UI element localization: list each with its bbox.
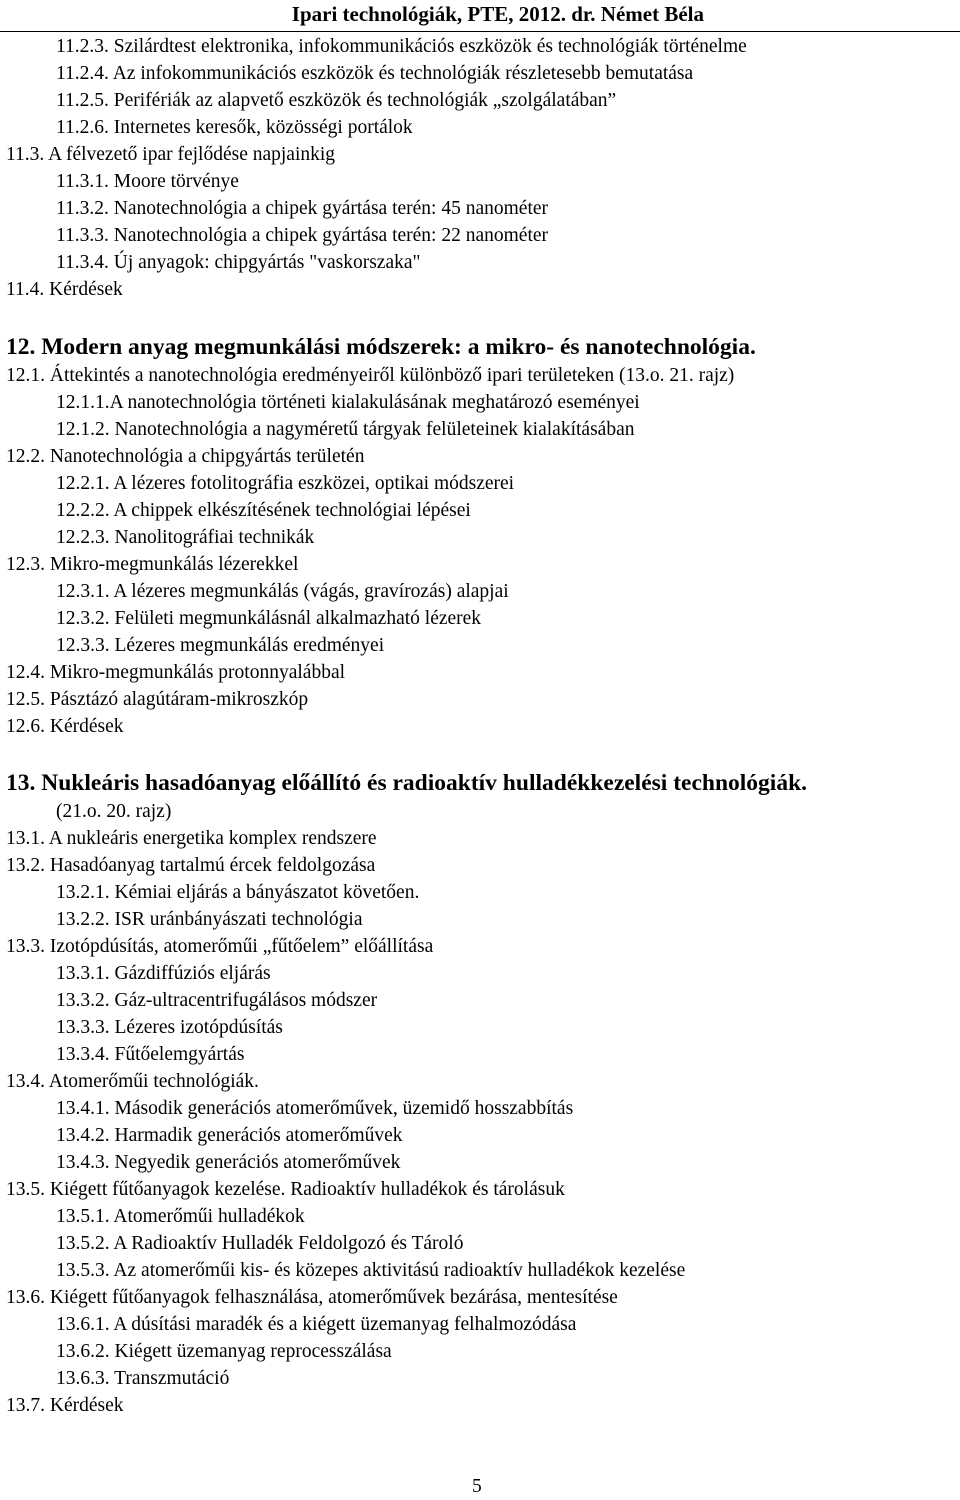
toc-entry: 11.2.3. Szilárdtest elektronika, infokommunikációs eszközök és technológiák történelme: [56, 36, 747, 57]
toc-entry: 13.6. Kiégett fűtőanyagok felhasználása, atomerőművek bezárása, mentesítése: [6, 1287, 618, 1308]
toc-entry: 12.3. Mikro-megmunkálás lézerekkel: [6, 554, 299, 575]
toc-entry: 13.3.4. Fűtőelemgyártás: [56, 1044, 245, 1065]
toc-entry: 12.1.1.A nanotechnológia történeti kialakulásának meghatározó eseményei: [56, 392, 640, 413]
toc-entry: 11.3.3. Nanotechnológia a chipek gyártása terén: 22 nanométer: [56, 225, 549, 246]
toc-entry: 13.3.3. Lézeres izotópdúsítás: [56, 1017, 283, 1038]
page-number: 5: [472, 1476, 482, 1497]
toc-entry: 13.1. A nukleáris energetika komplex rendszere: [6, 828, 377, 849]
toc-entry: 12.1. Áttekintés a nanotechnológia eredményeiről különböző ipari területeken (13.o. 21. rajz): [6, 365, 735, 386]
toc-entry: (21.o. 20. rajz): [56, 801, 172, 822]
toc-entry: 11.2.4. Az infokommunikációs eszközök és technológiák részletesebb bemutatása: [56, 63, 694, 84]
toc-entry: 13.2.2. ISR uránbányászati technológia: [56, 909, 363, 930]
toc-entry: 13.7. Kérdések: [6, 1395, 124, 1416]
toc-entry: 12.4. Mikro-megmunkálás protonnyalábbal: [6, 662, 346, 683]
toc-entry: 11.2.5. Perifériák az alapvető eszközök és technológiák „szolgálatában”: [56, 90, 617, 111]
toc-entry: 13.5.3. Az atomerőműi kis- és közepes aktivitású radioaktív hulladékok kezelése: [56, 1260, 686, 1281]
toc-entry: 13.3.2. Gáz-ultracentrifugálásos módszer: [56, 990, 378, 1011]
toc-entry: 12.3.3. Lézeres megmunkálás eredményei: [56, 635, 385, 656]
chapter-heading-12: 12. Modern anyag megmunkálási módszerek: a mikro- és nanotechnológia.: [6, 334, 756, 360]
toc-entry: 11.3. A félvezető ipar fejlődése napjainkig: [6, 144, 336, 165]
toc-entry: 12.5. Pásztázó alagútáram-mikroszkóp: [6, 689, 309, 710]
toc-entry: 11.3.4. Új anyagok: chipgyártás "vaskorszaka": [56, 252, 421, 273]
toc-entry: 13.3. Izotópdúsítás, atomerőműi „fűtőelem” előállítása: [6, 936, 434, 957]
toc-entry: 11.4. Kérdések: [6, 279, 123, 300]
toc-entry: 12.2.1. A lézeres fotolitográfia eszközei, optikai módszerei: [56, 473, 515, 494]
toc-entry: 13.4.3. Negyedik generációs atomerőművek: [56, 1152, 401, 1173]
toc-entry: 13.2.1. Kémiai eljárás a bányászatot követően.: [56, 882, 420, 903]
toc-entry: 11.2.6. Internetes keresők, közösségi portálok: [56, 117, 413, 138]
toc-entry: 13.5. Kiégett fűtőanyagok kezelése. Radioaktív hulladékok és tárolásuk: [6, 1179, 565, 1200]
toc-entry: 13.6.1. A dúsítási maradék és a kiégett üzemanyag felhalmozódása: [56, 1314, 577, 1335]
toc-entry: 13.3.1. Gázdiffúziós eljárás: [56, 963, 271, 984]
toc-entry: 13.5.1. Atomerőműi hulladékok: [56, 1206, 305, 1227]
toc-entry: 12.3.2. Felületi megmunkálásnál alkalmazható lézerek: [56, 608, 482, 629]
toc-entry: 13.6.3. Transzmutáció: [56, 1368, 230, 1389]
toc-entry: 13.6.2. Kiégett üzemanyag reprocesszálása: [56, 1341, 392, 1362]
toc-entry: 12.2.2. A chippek elkészítésének technológiai lépései: [56, 500, 471, 521]
toc-entry: 11.3.1. Moore törvénye: [56, 171, 239, 192]
toc-entry: 13.5.2. A Radioaktív Hulladék Feldolgozó és Tároló: [56, 1233, 464, 1254]
toc-entry: 11.3.2. Nanotechnológia a chipek gyártása terén: 45 nanométer: [56, 198, 549, 219]
toc-entry: 12.1.2. Nanotechnológia a nagyméretű tárgyak felületeinek kialakításában: [56, 419, 635, 440]
toc-entry: 13.4.1. Második generációs atomerőművek, üzemidő hosszabbítás: [56, 1098, 574, 1119]
toc-entry: 12.6. Kérdések: [6, 716, 124, 737]
toc-entry: 13.4. Atomerőműi technológiák.: [6, 1071, 259, 1092]
toc-entry: 13.2. Hasadóanyag tartalmú ércek feldolgozása: [6, 855, 376, 876]
chapter-heading-13: 13. Nukleáris hasadóanyag előállító és radioaktív hulladékkezelési technológiák.: [6, 770, 808, 796]
header-rule: [0, 31, 960, 32]
toc-entry: 12.2. Nanotechnológia a chipgyártás területén: [6, 446, 365, 467]
toc-entry: 12.3.1. A lézeres megmunkálás (vágás, gravírozás) alapjai: [56, 581, 509, 602]
running-header: Ipari technológiák, PTE, 2012. dr. Német Béla: [291, 2, 704, 26]
toc-entry: 13.4.2. Harmadik generációs atomerőművek: [56, 1125, 403, 1146]
toc-entry: 12.2.3. Nanolitográfiai technikák: [56, 527, 315, 548]
